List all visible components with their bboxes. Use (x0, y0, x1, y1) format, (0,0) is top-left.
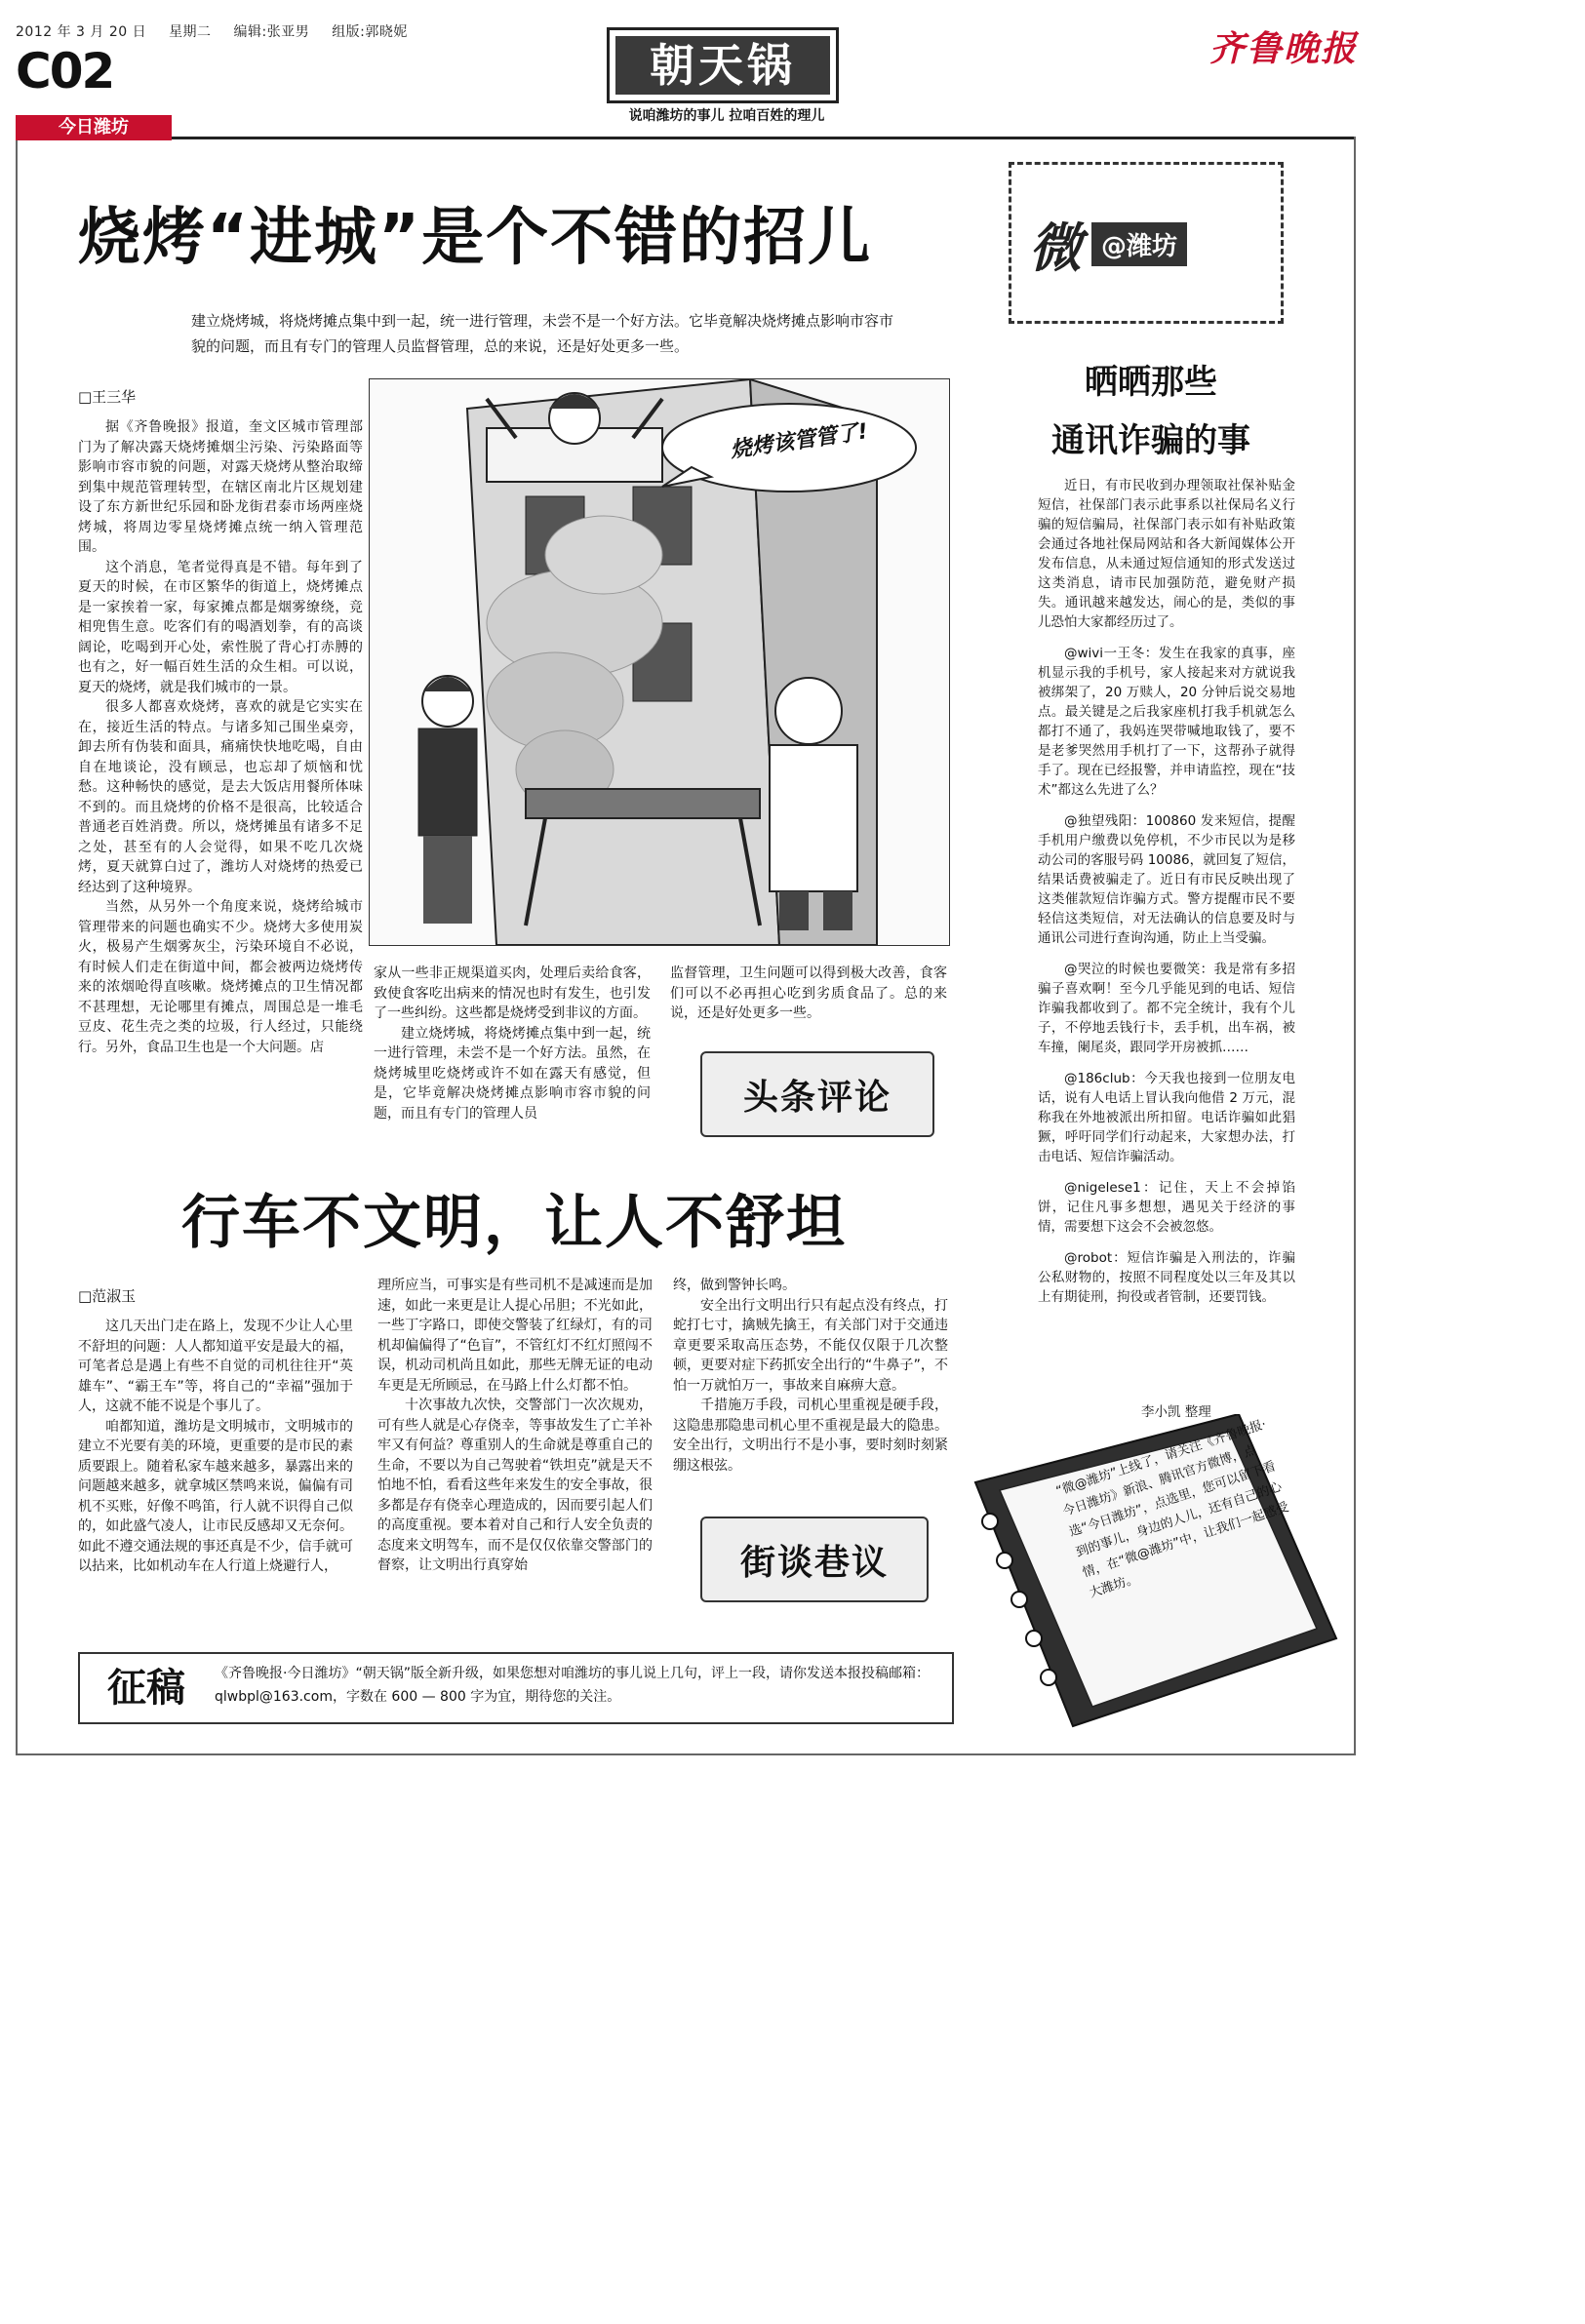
byline-bbq: □王三华 (78, 388, 137, 406)
deck-bbq: 建立烧烤城，将烧烤摊点集中到一起，统一进行管理，未尝不是一个好方法。它毕竟解决烧烤摊点影响市容市貌的问题，而且有专门的管理人员监督管理，总的来说，还是好处更多一些。 (191, 312, 894, 355)
article-driving-column-1 (78, 1317, 353, 1577)
weibo-post: @wivi一王冬：发生在我家的真事，座机显示我的手机号，家人接起来对方就说我被绑架了，20 万赎人，20 分钟后说交易地点。最关键是之后我家座机打我手机就怎么都打不通了，我妈连哭带喊地取钱了，要不是老爹哭然用手机打了一下，这帮孙子就得手了。现在已经报警，并申请监控，现在“技术”都这么先进了么？ (1038, 646, 1295, 798)
weibo-intro: 近日，有市民收到办理领取社保补贴金短信，社保部门表示此事系以社保局名义行骗的短信骗局，社保部门表示如有补贴政策会通过各地社保局网站和各大新闻媒体公开发布信息，从未通过短信通知的形式发送过这类消息，请市民加强防范，避免财产损失。通讯越来越发达，闹心的是，类似的事儿恐怕大家都经历过了。 (1038, 478, 1295, 630)
weibo-heading-line-2: 通讯诈骗的事 (1051, 421, 1250, 460)
call-for-papers-text: 《齐鲁晚报·今日潍坊》“朝天锅”版全新升级，如果您想对咱潍坊的事儿说上几句，评上一段，请你发送本报投稿邮箱：qlwbpl@163.com，字数在 600 — 800 字为宜，期待您的关注。 (215, 1666, 930, 1705)
call-for-papers-label: 征稿 (107, 1666, 185, 1711)
paragraph: 千措施万手段，司机心里重视是硬手段，这隐患那隐患司机心里不重视是最大的隐患。安全出行，文明出行不是小事，要时刻时刻紧绷这根弦。 (673, 1398, 948, 1474)
paragraph: 终，做到警钟长鸣。 (673, 1278, 796, 1293)
paragraph: 建立烧烤城，将烧烤摊点集中到一起，统一进行管理，未尝不是一个好方法。虽然，在烧烤城里吃烧烤或许不如在露天有感觉，但是，它毕竟解决烧烤摊点影响市容市貌的问题，而且有专门的管理人员 (374, 1025, 651, 1122)
paragraph: 这个消息，笔者觉得真是不错。每年到了夏天的时候，在市区繁华的街道上，烧烤摊点是一家挨着一家，每家摊点都是烟雾缭绕，竞相兜售生意。吃客们有的喝酒划拳，有的高谈阔论，吃喝到开心处，索性脱了背心打赤膊的也有之，好一幅百姓生活的众生相。可以说，夏天的烧烤，就是我们城市的一景。 (78, 559, 363, 695)
column-name: 朝天锅 (615, 36, 830, 95)
weibo-posts (1038, 476, 1295, 1319)
paragraph: 这几天出门走在路上，发现不少让人心里不舒坦的问题：人人都知道平安是最大的福，可笔者总是遇上有些不自觉的司机往往开“英雄车”、“霸王车”等，将自己的“幸福”强加于人，这就不能不说是个事儿了。 (78, 1319, 353, 1414)
article-bbq-column-3 (670, 964, 947, 1024)
weibo-logo (1029, 216, 1253, 279)
issue-date: 2012 年 3 月 20 日 (16, 24, 147, 40)
paragraph: 理所应当，可事实是有些司机不是减速而是加速，如此一来更是让人提心吊胆；不光如此，一些丁字路口，即使交警装了红绿灯，有的司机却偏偏得了“色盲”，不管红灯不红灯照闯不误，机动司机尚且如此，那些无牌无证的电动车更是无所顾忌，在马路上什么灯都不怕。 (377, 1278, 653, 1394)
column-slogan: 说咱潍坊的事儿 拉咱百姓的理儿 (628, 108, 825, 124)
paragraph: 很多人都喜欢烧烤，喜欢的就是它实实在在，接近生活的特点。与诸多知己围坐桌旁，卸去所有伪装和面具，痛痛快快地吃喝，自由自在地谈论，没有顾忌，也忘却了烦恼和忧愁。这种畅快的感觉，是去大饭店用餐所体味不到的。而且烧烤的价格不是很高，比较适合普通老百姓消费。所以，烧烤摊虽有诸多不足之处，甚至有的人会觉得，如果不吃几次烧烤，夏天就算白过了，潍坊人对烧烤的热爱已经达到了这种境界。 (78, 699, 363, 895)
page-border-bottom (16, 1753, 1356, 1755)
notebook-text: “微@潍坊”上线了，请关注《齐鲁晚报·今日潍坊》新浪、腾讯官方微博，点选“今日潍坊”，点选里，您可以留下看到的事儿，身边的人儿，还有自己的心情，在“微@潍坊”中，让我们一起感受大潍坊。 (1053, 1417, 1291, 1601)
paragraph: 安全出行文明出行只有起点没有终点，打蛇打七寸，擒贼先擒王，有关部门对于交通违章更要采取高压态势，不能仅仅限于几次整顿，更要对症下药抓安全出行的“牛鼻子”，不怕一万就怕万一，事故来自麻痹大意。 (673, 1297, 948, 1394)
editor: 编辑:张亚男 (233, 24, 310, 40)
page-border-left (16, 137, 18, 1755)
paragraph: 咱都知道，潍坊是文明城市，文明城市的建立不光要有美的环境，更重要的是市民的素质要跟上。随着私家车越来越多，暴露出来的问题越来越多，就拿城区禁鸣来说，偏偏有司机不买账，好像不鸣笛，行人就不识得自己似的，如此盛气凌人，让市民反感却又无奈何。如此不遵交通法规的事还真是不少，信手就可以拈来，比如机动车在人行道上烧避行人， (78, 1418, 353, 1574)
weibo-compiler: 李小凯 整理 (1141, 1404, 1211, 1420)
weibo-stamp (1009, 162, 1284, 324)
weibo-at-label: @潍坊 (1091, 222, 1187, 266)
speech-bubble-text: 烧烤该管管了! (729, 419, 870, 463)
article-bbq-column-2 (374, 964, 651, 1123)
byline-driving: □范淑玉 (78, 1287, 137, 1305)
article-driving-column-3 (673, 1276, 948, 1476)
issue-weekday: 星期二 (169, 24, 212, 40)
badge-street-talk: 街谈巷议 (700, 1517, 929, 1602)
layout-editor: 组版:郭晓妮 (332, 24, 408, 40)
weibo-post: @nigelese1：记住，天上不会掉馅饼，记住凡事多想想，遇见关于经济的事情，需要想下这会不会被忽悠。 (1038, 1180, 1295, 1235)
paragraph: 家从一些非正规渠道买肉，处理后卖给食客，致使食客吃出病来的情况也时有发生，也引发了一些纠纷。这些都是烧烤受到非议的方面。 (374, 965, 651, 1021)
call-for-papers-box (78, 1652, 954, 1724)
headline-bbq: 烧烤“进城”是个不错的招儿 (78, 202, 873, 274)
paper-logo: 齐鲁晚报 (1209, 28, 1359, 69)
page-number: C02 (16, 43, 114, 99)
article-bbq-column-1 (78, 417, 363, 1057)
weibo-post: @186club：今天我也接到一位朋友电话，说有人电话上冒认我向他借 2 万元，混称我在外地被派出所扣留。电话诈骗如此猖獗，呼吁同学们行动起来，大家想办法，打击电话、短信诈骗活动。 (1038, 1071, 1295, 1164)
weibo-post: @哭泣的时候也要微笑：我是常有多招骗子喜欢啊！至今几乎能见到的电话、短信诈骗我都收到了。都不完全统计，我有个儿子，不停地丢钱行卡，丢手机，出车祸，被车撞，阑尾炎，跟同学开房被抓…… (1038, 962, 1295, 1055)
article-driving-column-2 (377, 1276, 653, 1576)
section-tab: 今日潍坊 (16, 115, 172, 140)
paragraph: 当然，从另外一个角度来说，烧烤给城市管理带来的问题也确实不少。烧烤大多使用炭火，极易产生烟雾灰尘，污染环境自不必说，有时候人们走在街道中间，都会被两边烧烤传来的浓烟呛得直咳嗽。烧烤摊点的卫生情况都不甚理想，无论哪里有摊点，周围总是一堆毛豆皮、花生壳之类的垃圾，行人经过，只能绕行。另外，食品卫生也是一个大问题。店 (78, 899, 363, 1055)
weibo-wei-glyph: 微 (1029, 217, 1082, 279)
header-rule (16, 137, 1356, 139)
weibo-post: @robot：短信诈骗是入刑法的，诈骗公私财物的，按照不同程度处以三年及其以上有期徒刑，拘役或者管制，还要罚钱。 (1038, 1250, 1295, 1305)
cartoon-drawing (370, 379, 949, 945)
weibo-heading-line-1: 晒晒那些 (1085, 363, 1217, 402)
bbq-cartoon (369, 378, 950, 946)
notebook-graphic (946, 1414, 1356, 1750)
column-masthead (607, 27, 839, 103)
paragraph: 监督管理，卫生问题可以得到极大改善，食客们可以不必再担心吃到劣质食品了。总的来说，还是好处更多一些。 (670, 965, 947, 1021)
weibo-post: @独望残阳：100860 发来短信，提醒手机用户缴费以免停机，不少市民以为是移动公司的客服号码 10086，就回复了短信，结果话费被骗走了。近日有市民反映出现了这类催款短信诈骗方式。警方提醒市民不要轻信这类短信，对无法确认的信息要及时与通讯公司进行查询沟通，防止上当受骗。 (1038, 813, 1295, 946)
headline-driving: 行车不文明，让人不舒坦 (181, 1189, 847, 1257)
badge-headline-commentary: 头条评论 (700, 1051, 934, 1137)
paragraph: 十次事故九次快，交警部门一次次规劝，可有些人就是心存侥幸，等事故发生了亡羊补牢又有何益？尊重别人的生命就是尊重自己的生命，不要以为自己驾驶着“铁坦克”就是天不怕地不怕，看看这些年来发生的安全事故，很多都是存有侥幸心理造成的，因而要引起人们的高度重视。要本着对自己和行人安全负责的态度来文明驾车，而不是仅仅依靠交警部门的督察，让文明出行真穿始 (377, 1398, 653, 1573)
paragraph: 据《齐鲁晚报》报道，奎文区城市管理部门为了解决露天烧烤摊烟尘污染、污染路面等影响市容市貌的问题，对露天烧烤从整治取缔到集中规范管理转型，在辖区南北片区规划建设了东方新世纪乐园和卧龙街君泰市场两座烧烤城，将周边零星烧烤摊点统一纳入管理范围。 (78, 419, 363, 555)
header-meta (16, 21, 425, 41)
